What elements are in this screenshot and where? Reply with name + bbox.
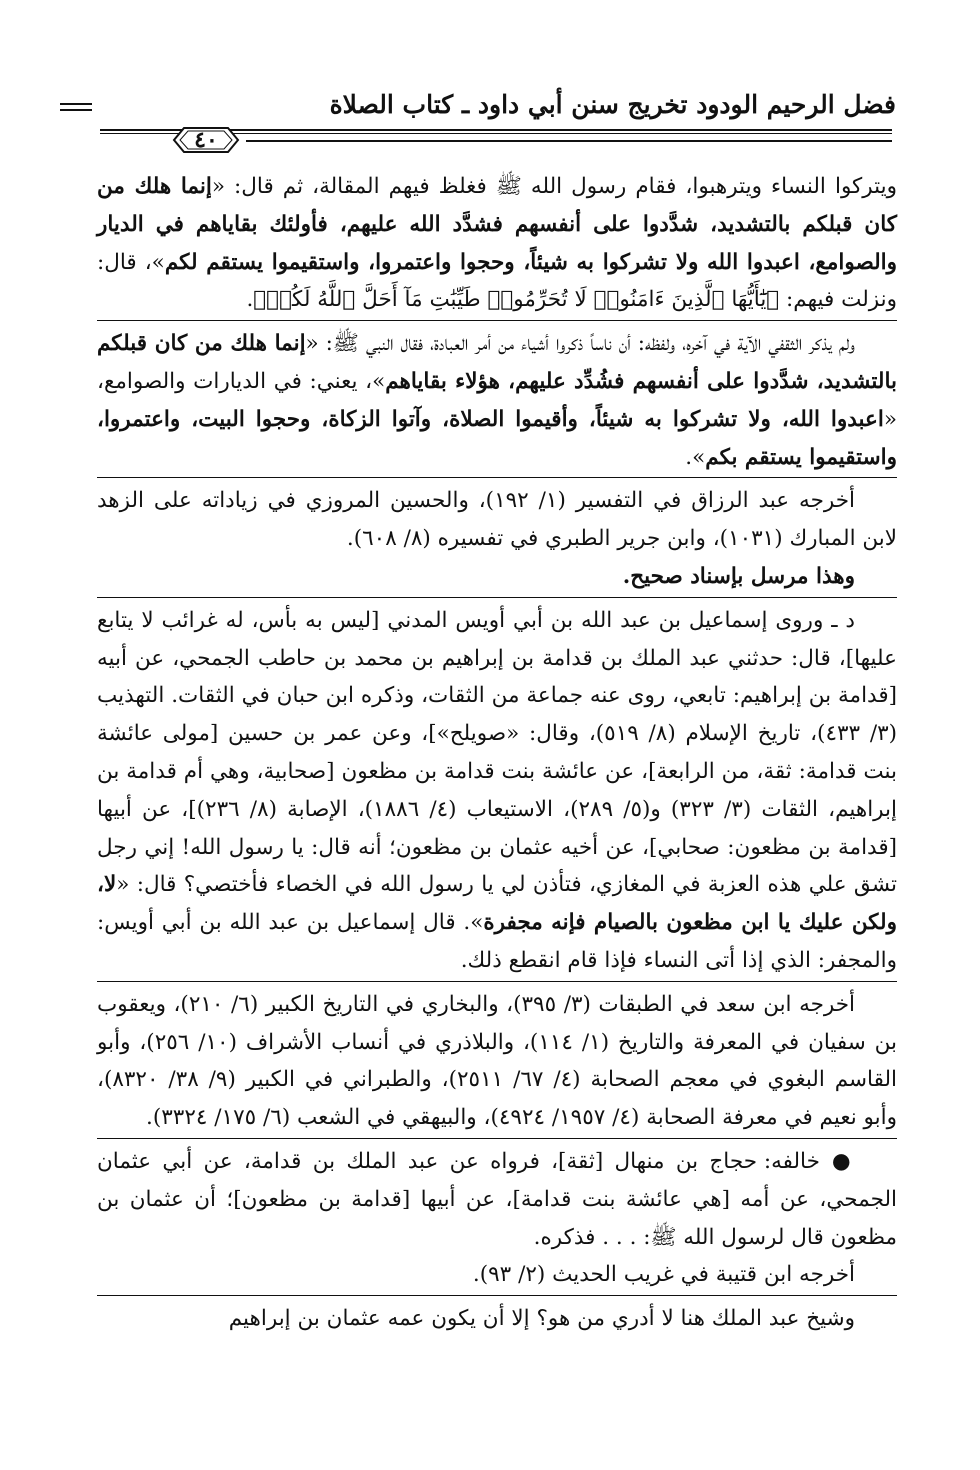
- paragraph-3: [97, 482, 897, 558]
- grading-text: وهذا مرسل بإسناد صحيح.: [622, 563, 855, 589]
- paragraph-divider: [97, 1295, 897, 1296]
- paragraph-7: [97, 1143, 897, 1256]
- citation-text: أخرجه ابن سعد في الطبقات (٣/ ٣٩٥)، والبخاري في التاريخ الكبير (٦/ ٢١٠)، ويعقوب بن سفيان في المعرفة والتاريخ (١/ ١١٤)، والبلاذري في أنساب الأشراف (١٠/ ٢٥٦)، وأبو القاسم البغوي في معجم الصحابة (٤/ ٦٧/ ٢٥١١)، والطبراني في الكبير (٩/ ٣٨/ ٨٣٢٠)، وأبو نعيم في معرفة الصحابة (٤/ ١٩٥٧/ ٤٩٢٤)، والبيهقي في الشعب (٦/ ١٧٥/ ٣٣٢٤).: [97, 991, 898, 1131]
- text-segment: ». قال إسماعيل بن عبد الله بن أبي أويس: والمجفر: الذي إذا أتى النساء فإذا قام انقطع ذلك.: [97, 910, 897, 973]
- hadith-text: اعبدوا الله، ولا تشركوا به شيئاً، وأقيموا الصلاة، وآتوا الزكاة، وحجوا البيت، واعتمروا، واستقيموا يستقم بكم: [97, 406, 897, 470]
- text-segment: ويتركوا النساء ويترهبوا، فقام رسول الله ﷺ فغلظ فيهم المقالة، ثم قال: «: [211, 174, 897, 199]
- citation-text: أخرجه ابن قتيبة في غريب الحديث (٢/ ٩٣).: [472, 1262, 855, 1288]
- paragraph-4: [97, 558, 897, 596]
- paragraph-6: [97, 986, 897, 1137]
- running-header-title: فضل الرحيم الودود تخريج سنن أبي داود ـ كتاب الصلاة: [329, 90, 896, 119]
- text-segment: وشيخ عبد الملك هنا لا أدري من هو؟ إلا أن يكون عمه عثمان بن إبراهيم: [228, 1306, 855, 1332]
- paragraph-divider: [97, 1138, 897, 1139]
- paragraph-5: [97, 602, 897, 980]
- paragraph-divider: [97, 981, 897, 982]
- text-segment: د ـ وروى إسماعيل بن عبد الله بن أبي أويس المدني [ليس به بأس، له غرائب لا يتابع عليها]، قال: حدثني عبد الملك بن قدامة بن إبراهيم بن محمد بن حاطب الجمحي، عن أبيه [قدامة بن إبراهيم: تابعي، روى عنه جماعة من الثقات، وذكره ابن حبان في الثقات. التهذيب (٣/ ٤٣٣)، تاريخ الإسلام (٨/ ٥١٩)، وقال: «صويلح»]، وعن عمر بن حسين [مولى عائشة بنت قدامة: ثقة، من الرابعة]، عن عائشة بنت قدامة بن مظعون [صحابية، وهي أم قدامة بن إبراهيم، الثقات (٣/ ٣٢٣) و(٥/ ٢٨٩)، الاستيعاب (٤/ ١٨٨٦)، الإصابة (٨/ ٢٣٦)]، عن أبيها [قدامة بن مظعون: صحابي]، عن أخيه عثمان بن مظعون؛ أنه قال: يا رسول الله! إني رجل تشق علي هذه العزبة في المغازي، فتأذن لي يا رسول الله في الخصاء فأختصي؟ قال: «: [97, 607, 898, 898]
- text-segment: »، يعني: في الديارات والصوامع، «: [97, 368, 897, 432]
- page-number: ٤٠: [194, 127, 218, 153]
- hadith-text: لا، ولكن عليك يا ابن مظعون بالصيام فإنه مجفرة: [97, 872, 897, 936]
- bullet-icon: ●: [819, 1148, 856, 1174]
- paragraph-divider: [97, 597, 897, 598]
- text-segment: ولم يذكر الثقفي الآية في آخره، ولفظه: أن ناساً ذكروا أشياء من أمر العبادة، فقال النبي ﷺ: «: [305, 331, 855, 357]
- page-number-badge: [170, 125, 242, 155]
- body-text: [97, 168, 897, 1338]
- paragraph-9: [97, 1300, 897, 1338]
- paragraph-divider: [97, 320, 897, 321]
- hadith-text: إنما هلك من كان قبلكم بالتشديد، شدَّدوا على أنفسهم فشُدِّد عليهم، هؤلاء بقاياهم: [97, 331, 897, 394]
- hadith-text: إنما هلك من كان قبلكم بالتشديد، شدَّدوا على أنفسهم فشدَّد الله عليهم، فأولئك بقاياهم في الديار والصوامع، اعبدوا الله ولا تشركوا به شيئاً، وحجوا واعتمروا، واستقيموا يستقم لكم: [97, 174, 897, 275]
- paragraph-divider: [97, 477, 897, 478]
- paragraph-1: [97, 168, 897, 319]
- text-segment: ».: [685, 444, 706, 470]
- page-number-rule: [246, 140, 892, 142]
- paragraph-8: [97, 1256, 897, 1294]
- citation-text: أخرجه عبد الرزاق في التفسير (١/ ١٩٢)، والحسين المروزي في زياداته على الزهد لابن المبارك (١٠٣١)، وابن جرير الطبري في تفسيره (٨/ ٦٠٨).: [97, 488, 897, 552]
- text-segment: خالفه: حجاج بن منهال [ثقة]، فرواه عن عبد الملك بن قدامة، عن أبي عثمان الجمحي، عن أمه [هي عائشة بنت قدامة]، عن أبيها [قدامة بن مظعون]؛ أن عثمان بن مظعون قال لرسول الله ﷺ: . . . فذكره.: [97, 1148, 897, 1250]
- paragraph-2: [97, 325, 897, 476]
- header-ornament-lines: [60, 103, 92, 115]
- text-segment: »، قال: ونزلت فيهم: ﴿يَٰٓأَيُّهَا ٱلَّذِينَ ءَامَنُوا۟ لَا تُحَرِّمُوا۟ طَيِّبَٰتِ مَآ أَحَلَّ ٱللَّهُ لَكُمۡ﴾.: [97, 249, 897, 313]
